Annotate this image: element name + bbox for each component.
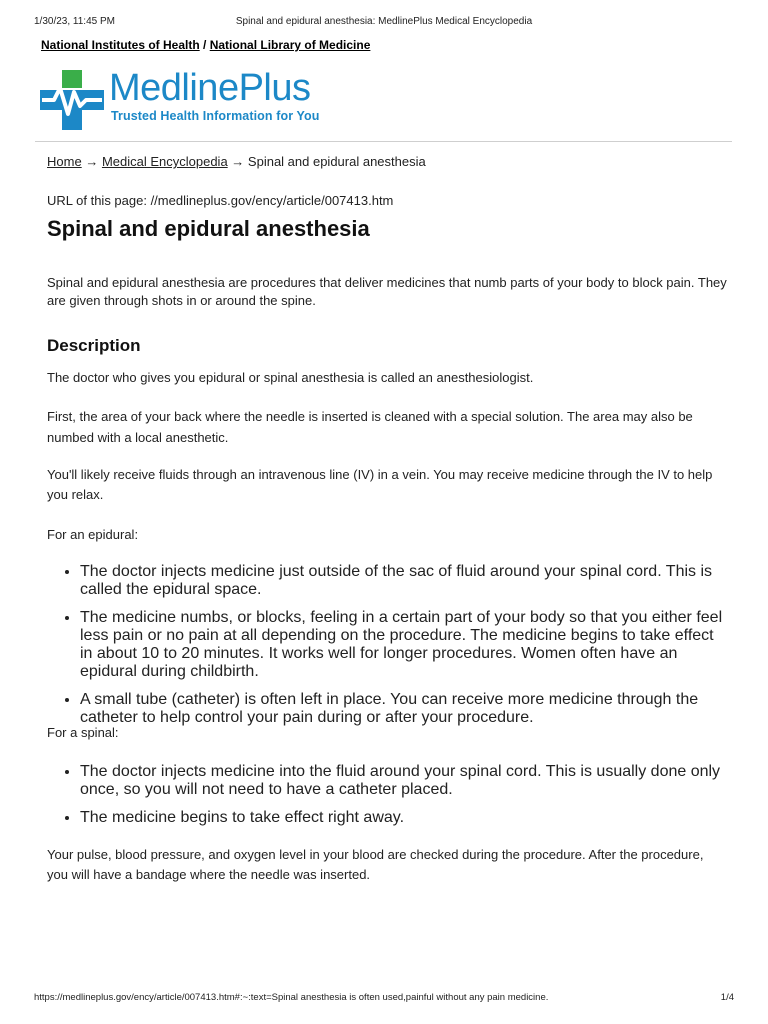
medlineplus-logo[interactable]	[40, 66, 340, 132]
paragraph-text: You'll likely receive fluids through an intravenous line (IV) in a vein. You may receive medicine through the IV to help you relax.	[47, 467, 713, 502]
nih-link[interactable]: National Institutes of Health	[41, 38, 200, 52]
print-page-title: Spinal and epidural anesthesia: MedlinePlus Medical Encyclopedia	[235, 16, 533, 27]
paragraph-text: For an epidural:	[47, 527, 139, 542]
list-item: • The medicine begins to take effect right away.	[80, 809, 728, 827]
org-separator: /	[199, 38, 210, 52]
print-footer-url: https://medlineplus.gov/ency/article/007413.htm#:~:text=Spinal anesthesia is often used,painful without any pain medicine.	[34, 992, 549, 1003]
list-item: • The medicine numbs, or blocks, feeling in a certain part of your body so that you either feel less pain or no pain at all depending on the procedure. The medicine begins to take effect in about 10 to 20 minutes. It works well for longer procedures. Women often have an epidural during childbirth.	[80, 609, 728, 681]
intro-text: Spinal and epidural anesthesia are procedures that deliver medicines that numb parts of your body to block pain. They are given through shots in or around the spine.	[47, 275, 727, 308]
epidural-list	[47, 563, 728, 737]
logo-tagline: Trusted Health Information for You	[111, 109, 320, 123]
paragraph-text: Your pulse, blood pressure, and oxygen level in your blood are checked during the procedure. After the procedure, you will have a bandage where the needle was inserted.	[47, 847, 704, 882]
paragraph-text: For a spinal:	[47, 725, 119, 740]
org-links	[41, 38, 370, 52]
header-divider	[35, 141, 732, 142]
description-p3	[47, 465, 727, 505]
breadcrumb-encyclopedia[interactable]: Medical Encyclopedia	[101, 154, 228, 169]
page-number: 1/4	[720, 992, 734, 1003]
print-header	[34, 16, 734, 30]
description-p-after	[47, 845, 727, 885]
breadcrumb-arrow: →	[231, 154, 245, 169]
logo-wordmark: MedlinePlus	[109, 67, 311, 109]
medlineplus-cross-icon	[40, 70, 104, 132]
breadcrumb-arrow: →	[85, 154, 99, 169]
list-item: • The doctor injects medicine into the fluid around your spinal cord. This is usually done only once, so you will not need to have a catheter placed.	[80, 763, 728, 799]
description-p1	[47, 369, 727, 387]
breadcrumb	[47, 154, 426, 169]
page-url: URL of this page: //medlineplus.gov/ency/article/007413.htm	[47, 193, 394, 208]
description-heading: Description	[47, 336, 141, 355]
intro-paragraph	[47, 274, 727, 310]
print-datetime: 1/30/23, 11:45 PM	[34, 16, 115, 27]
list-item: • A small tube (catheter) is often left in place. You can receive more medicine through the catheter to help control your pain during or after your procedure.	[80, 691, 728, 727]
epidural-intro	[47, 526, 727, 544]
breadcrumb-home[interactable]: Home	[47, 154, 82, 169]
paragraph-text: The doctor who gives you epidural or spinal anesthesia is called an anesthesiologist.	[47, 370, 534, 385]
list-item: • The doctor injects medicine just outside of the sac of fluid around your spinal cord. This is called the epidural space.	[80, 563, 728, 599]
nlm-link[interactable]: National Library of Medicine	[209, 38, 371, 52]
spinal-list	[47, 763, 728, 837]
description-p2	[47, 406, 727, 448]
paragraph-text: First, the area of your back where the needle is inserted is cleaned with a special solution. The area may also be numbed with a local anesthetic.	[47, 409, 693, 445]
spinal-intro	[47, 724, 727, 742]
page-title: Spinal and epidural anesthesia	[47, 216, 370, 241]
print-footer	[34, 992, 734, 1004]
breadcrumb-current: Spinal and epidural anesthesia	[247, 154, 426, 169]
